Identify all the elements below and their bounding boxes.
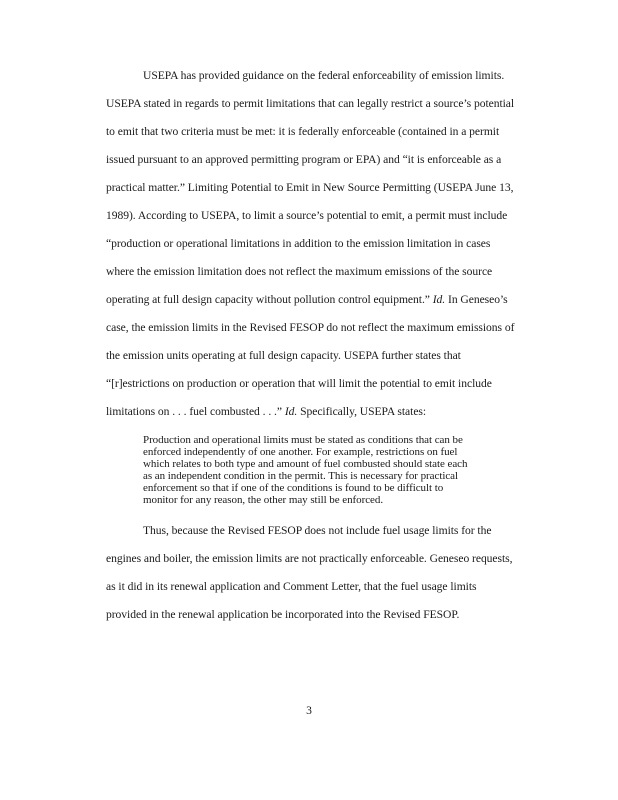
block-quote-line: Production and operational limits must be stated as conditions that can be [143,434,463,446]
body-line: case, the emission limits in the Revised FESOP do not reflect the maximum emissions of [106,321,515,334]
body-line: where the emission limitation does not reflect the maximum emissions of the source [106,265,493,278]
block-quote-line: enforced independently of one another. For example, restrictions on fuel [143,446,458,458]
body-line: “production or operational limitations in addition to the emission limitation in cases [106,237,491,250]
body-line: Thus, because the Revised FESOP does not include fuel usage limits for the [143,524,492,537]
body-line: “[r]estrictions on production or operation that will limit the potential to emit include [106,377,492,390]
block-quote-line: which relates to both type and amount of fuel combusted should state each [143,458,468,470]
body-line: engines and boiler, the emission limits are not practically enforceable. Geneseo requests, [106,552,513,565]
page-number: 3 [306,704,312,717]
block-quote-line: enforcement so that if one of the conditions is found to be difficult to [143,482,444,494]
citation-id: Id. [284,405,298,418]
body-line: to emit that two criteria must be met: it is federally enforceable (contained in a permit [106,125,500,138]
body-line: provided in the renewal application be incorporated into the Revised FESOP. [106,608,460,621]
body-line: as it did in its renewal application and Comment Letter, that the fuel usage limits [106,580,477,593]
citation-id: Id. [432,293,446,306]
body-text: limitations on . . . fuel combusted . . .” [106,405,285,418]
body-text: Specifically, USEPA states: [297,405,427,418]
body-line: USEPA has provided guidance on the federal enforceability of emission limits. [143,69,505,82]
body-text: operating at full design capacity without pollution control equipment.” [106,293,433,306]
body-line [106,293,508,307]
body-line: practical matter.” Limiting Potential to Emit in New Source Permitting (USEPA June 13, [106,181,514,194]
body-line: 1989). According to USEPA, to limit a source’s potential to emit, a permit must include [106,209,508,222]
body-text: In Geneseo’s [445,293,508,306]
body-line [106,405,426,419]
body-line: the emission units operating at full design capacity. USEPA further states that [106,349,461,362]
block-quote-line: as an independent condition in the permit. This is necessary for practical [143,470,459,482]
body-line: USEPA stated in regards to permit limitations that can legally restrict a source’s potential [106,97,515,110]
body-line: issued pursuant to an approved permitting program or EPA) and “it is enforceable as a [106,153,502,166]
block-quote-line: monitor for any reason, the other may still be enforced. [143,494,384,506]
